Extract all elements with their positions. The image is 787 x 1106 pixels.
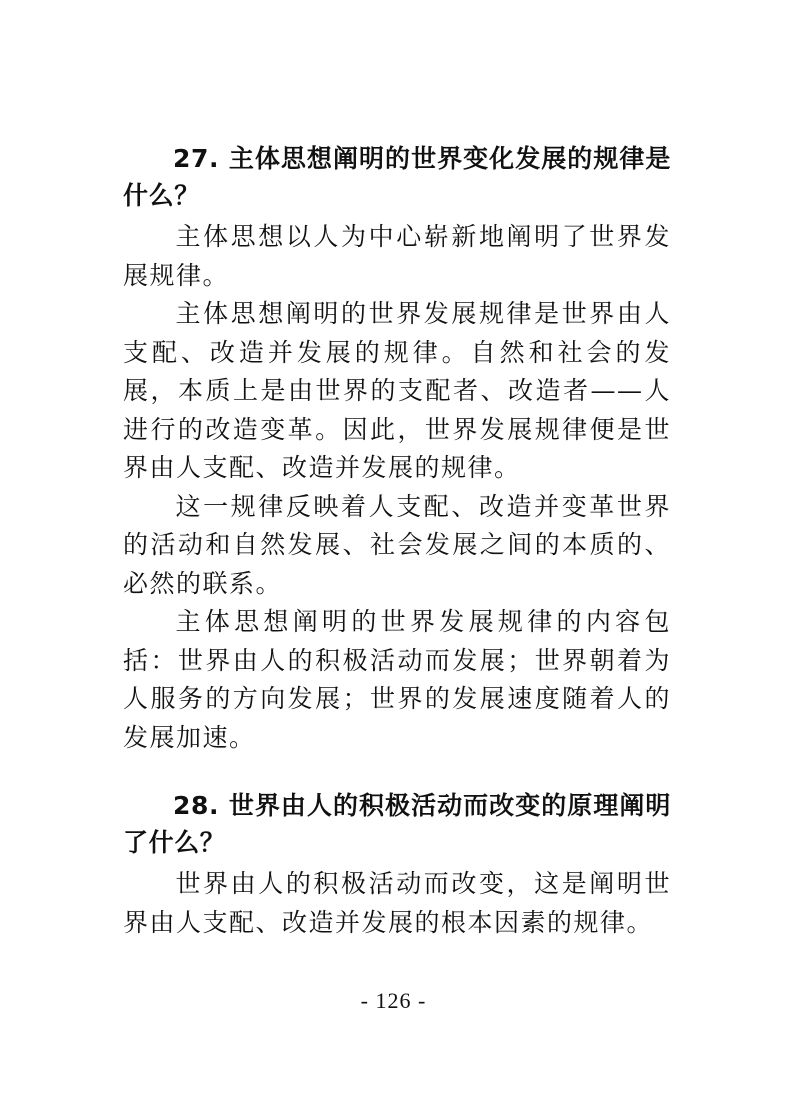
page-number: - 126 - — [360, 988, 427, 1013]
question-heading-28: 28. 世界由人的积极活动而改变的原理阐明了什么？ — [123, 791, 671, 857]
section-27 — [123, 140, 671, 757]
paragraph: 这一规律反映着人支配、改造并变革世界的活动和自然发展、社会发展之间的本质的、必然的联系。 — [123, 491, 671, 598]
section-28 — [123, 787, 671, 942]
paragraph: 主体思想以人为中心崭新地阐明了世界发展规律。 — [123, 222, 671, 290]
paragraph: 主体思想阐明的世界发展规律的内容包括：世界由人的积极活动而发展；世界朝着为人服务的方向发展；世界的发展速度随着人的发展加速。 — [123, 607, 671, 752]
page-body — [123, 140, 671, 942]
question-heading-27: 27. 主体思想阐明的世界变化发展的规律是什么？ — [123, 144, 671, 210]
section-divider-space — [123, 757, 671, 787]
paragraph: 世界由人的积极活动而改变，这是阐明世界由人支配、改造并发展的根本因素的规律。 — [123, 869, 671, 937]
paragraph: 主体思想阐明的世界发展规律是世界由人支配、改造并发展的规律。自然和社会的发展，本质上是由世界的支配者、改造者——人进行的改造变革。因此，世界发展规律便是世界由人支配、改造并发展的规律。 — [123, 299, 671, 482]
